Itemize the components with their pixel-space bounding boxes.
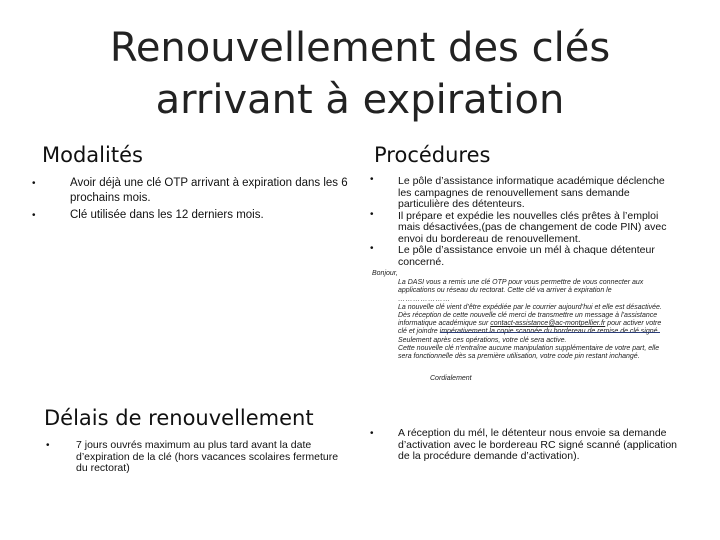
delais-list (46, 440, 346, 475)
bullet-icon: • (32, 210, 36, 221)
bullet-icon: • (32, 178, 36, 189)
letter-text: pour activer votre clé et joindre (398, 320, 662, 336)
email-link[interactable]: contact-assistance@ac-montpellier.fr (490, 320, 606, 328)
list-item-text: Le pôle d’assistance informatique académique déclenche les campagnes de renouvellement sans demande particulière des détenteurs. (398, 175, 665, 210)
list-item (370, 245, 680, 268)
letter-greeting: Bonjour, (372, 270, 398, 277)
modalites-list (32, 176, 352, 225)
list-item-text: Le pôle d’assistance envoie un mél à chaque détenteur concerné. (398, 244, 655, 268)
letter-line: Seulement après ces opérations, votre clé sera active. (398, 336, 567, 344)
list-item-text: Avoir déjà une clé OTP arrivant à expiration dans les 6 prochains mois. (70, 177, 348, 204)
list-item (46, 440, 346, 475)
list-item (32, 208, 352, 223)
letter-line: La DASI vous a remis une clé OTP pour vous permettre de vous connecter aux applications ou réseau du rectorat. Cette clé va arriver à expiration le (398, 279, 644, 295)
list-item (370, 428, 680, 463)
list-item (370, 208, 680, 246)
procedures-list (370, 176, 680, 268)
delais-heading: Délais de renouvellement (44, 406, 314, 430)
list-item-text: 7 jours ouvrés maximum au plus tard avant la date d’expiration de la clé (hors vacances scolaires fermeture du rectorat) (76, 439, 339, 474)
list-item-text: Il prépare et expédie les nouvelles clés prêtes à l’emploi mais désactivées,(pas de changement de code PIN) avec envoi du bordereau de renouvellement. (398, 209, 667, 245)
letter-paragraph (398, 312, 672, 337)
bullet-icon: • (370, 174, 374, 185)
modalites-heading: Modalités (42, 143, 143, 167)
letter-body (372, 279, 672, 361)
bullet-icon: • (370, 208, 374, 220)
list-item-text: A réception du mél, le détenteur nous envoie sa demande d’activation avec le bordereau RC signé scanné (application de la procédure demande d’activation). (398, 427, 677, 462)
bullet-icon: • (370, 428, 374, 439)
bullet-icon: • (46, 440, 50, 451)
procedures-heading: Procédures (374, 143, 491, 167)
letter-text: Dès réception de cette nouvelle clé merci de transmettre un message à l’assistance informatique académique sur (398, 312, 658, 328)
slide-title: Renouvellement des clés arrivant à expiration (109, 25, 611, 123)
list-item (370, 176, 680, 211)
list-item (32, 176, 352, 206)
letter-dots: ………………… (398, 295, 451, 303)
list-item-text: Clé utilisée dans les 12 derniers mois. (70, 209, 264, 221)
bullet-icon: • (370, 243, 374, 254)
procedures-final-list (370, 428, 680, 463)
letter-closing: Cordialement (430, 375, 472, 383)
letter-strikethrough-text: impérativement la copie scannée du bordereau de remise de clé signé. (439, 328, 660, 336)
email-letter (372, 270, 672, 383)
letter-line: La nouvelle clé vient d’être expédiée par le courrier aujourd’hui et elle est désactivée. (398, 303, 662, 311)
letter-line: Cette nouvelle clé n’entraîne aucune manipulation supplémentaire de votre part, elle sera fonctionnelle dès sa première utilisation, votre code pin restant inchangé. (398, 344, 660, 361)
